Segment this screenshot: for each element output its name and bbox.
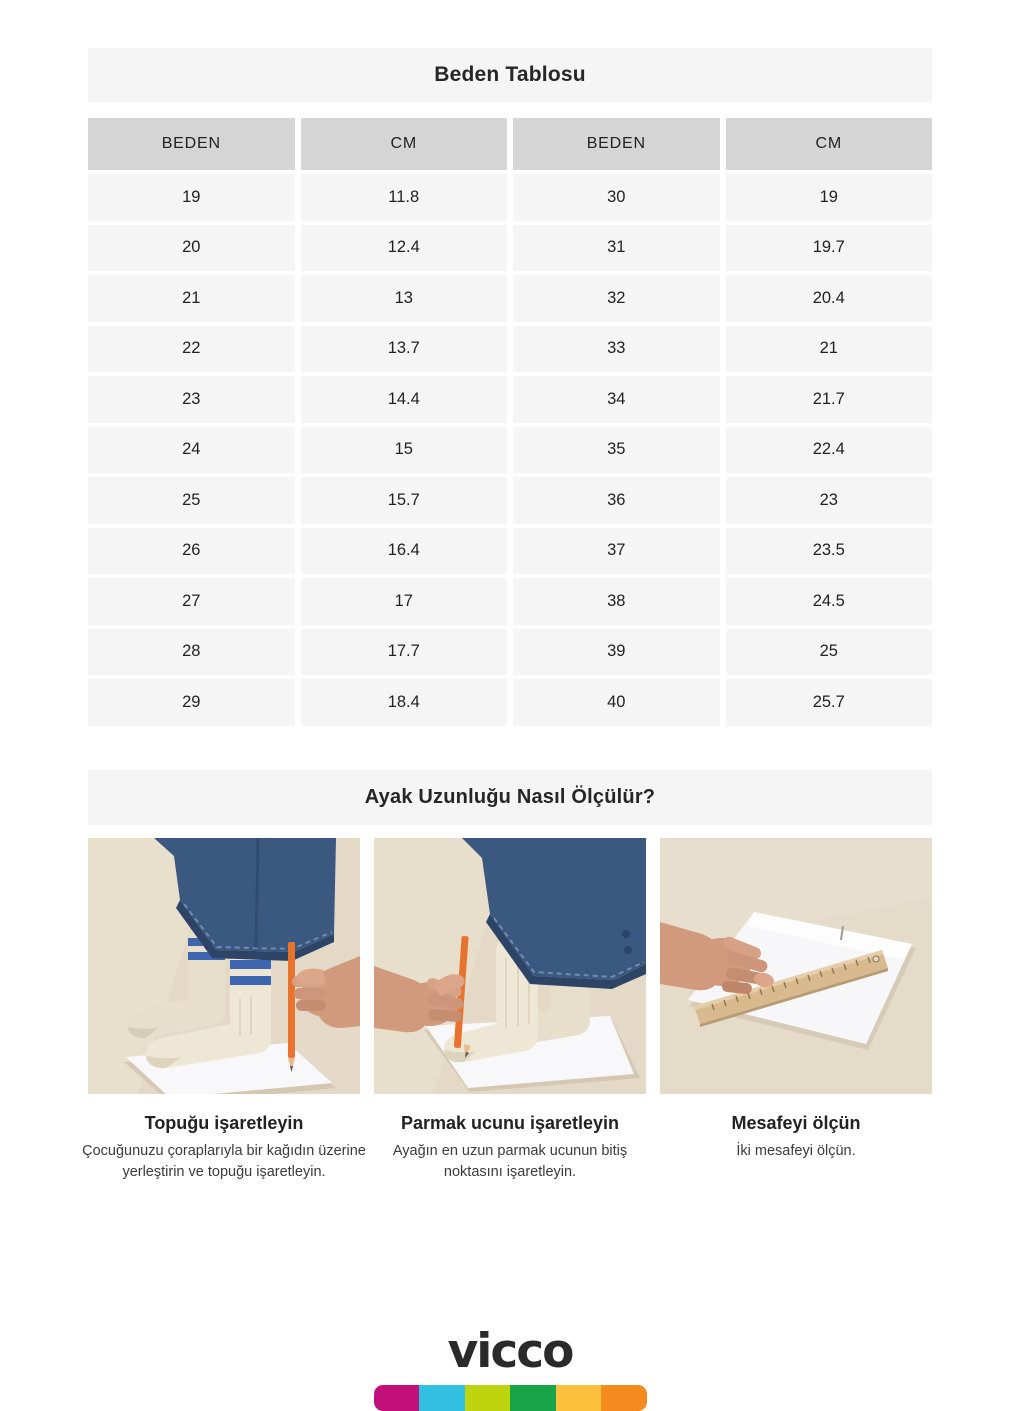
size-table-cell: 32: [513, 275, 720, 322]
size-table-title-banner: [88, 48, 932, 102]
size-table-cell: 14.4: [301, 376, 508, 423]
size-table-cell: 20: [88, 225, 295, 272]
size-table-cell: 39: [513, 629, 720, 676]
step-description: İki mesafeyi ölçün.: [736, 1142, 856, 1159]
size-table-cell: 24: [88, 427, 295, 474]
size-table: [88, 118, 932, 726]
size-guide-page: [0, 48, 1020, 1408]
how-to-title-banner: [88, 770, 932, 825]
size-table-cell: 23: [726, 477, 933, 524]
how-to-steps: [82, 838, 932, 1183]
heel-marking-photo: [88, 838, 360, 1094]
size-table-cell: 21: [88, 275, 295, 322]
size-table-cell: 19: [88, 174, 295, 221]
size-table-title: Beden Tablosu: [434, 63, 586, 86]
size-table-cell: 15: [301, 427, 508, 474]
size-table-cell: 25: [88, 477, 295, 524]
size-table-cell: 25.7: [726, 679, 933, 726]
size-table-cell: 29: [88, 679, 295, 726]
brand-bar-segment: [374, 1385, 420, 1411]
size-table-cell: 23: [88, 376, 295, 423]
size-table-cell: 37: [513, 528, 720, 575]
size-table-cell: 22.4: [726, 427, 933, 474]
size-table-header-cell: BEDEN: [513, 118, 720, 170]
size-table-cell: 24.5: [726, 578, 933, 625]
size-table-cell: 20.4: [726, 275, 933, 322]
size-table-cell: 12.4: [301, 225, 508, 272]
vicco-logo: vicco: [447, 1324, 573, 1379]
brand-bar-segment: [556, 1385, 602, 1411]
size-table-cell: 16.4: [301, 528, 508, 575]
size-table-cell: 35: [513, 427, 720, 474]
size-table-cell: 15.7: [301, 477, 508, 524]
size-table-cell: 25: [726, 629, 933, 676]
size-table-cell: 40: [513, 679, 720, 726]
size-table-cell: 27: [88, 578, 295, 625]
step-title: Topuğu işaretleyin: [144, 1112, 304, 1133]
brand-footer: [0, 1326, 1020, 1411]
step-measure-distance: [660, 838, 932, 1183]
size-table-cell: 28: [88, 629, 295, 676]
size-table-cell: 34: [513, 376, 720, 423]
brand-bar-segment: [601, 1385, 647, 1411]
size-table-cell: 17: [301, 578, 508, 625]
size-table-header-cell: CM: [301, 118, 508, 170]
brand-color-bar: [374, 1385, 647, 1411]
how-to-title: Ayak Uzunluğu Nasıl Ölçülür?: [364, 785, 656, 808]
size-table-cell: 21.7: [726, 376, 933, 423]
step-mark-heel: [82, 838, 366, 1183]
size-table-cell: 18.4: [301, 679, 508, 726]
size-table-cell: 36: [513, 477, 720, 524]
toe-marking-photo: [374, 838, 646, 1094]
size-table-cell: 26: [88, 528, 295, 575]
step-description: Ayağın en uzun parmak ucunun bitiş noktasını işaretleyin.: [392, 1142, 628, 1180]
brand-bar-segment: [419, 1385, 465, 1411]
size-table-cell: 30: [513, 174, 720, 221]
ruler-measuring-photo: [660, 838, 932, 1094]
size-table-cell: 13: [301, 275, 508, 322]
size-table-cell: 11.8: [301, 174, 508, 221]
size-table-cell: 33: [513, 326, 720, 373]
size-table-cell: 22: [88, 326, 295, 373]
size-table-cell: 31: [513, 225, 720, 272]
size-table-cell: 19.7: [726, 225, 933, 272]
size-table-header-cell: CM: [726, 118, 933, 170]
size-table-cell: 17.7: [301, 629, 508, 676]
size-table-cell: 38: [513, 578, 720, 625]
size-table-cell: 13.7: [301, 326, 508, 373]
step-title: Mesafeyi ölçün: [731, 1112, 861, 1133]
size-table-header-cell: BEDEN: [88, 118, 295, 170]
step-description: Çocuğunuzu çoraplarıyla bir kağıdın üzerine yerleştirin ve topuğu işaretleyin.: [82, 1142, 366, 1180]
size-table-cell: 19: [726, 174, 933, 221]
brand-bar-segment: [510, 1385, 556, 1411]
step-title: Parmak ucunu işaretleyin: [400, 1112, 620, 1133]
size-table-cell: 23.5: [726, 528, 933, 575]
size-table-cell: 21: [726, 326, 933, 373]
brand-bar-segment: [465, 1385, 511, 1411]
step-mark-toe: [374, 838, 646, 1183]
